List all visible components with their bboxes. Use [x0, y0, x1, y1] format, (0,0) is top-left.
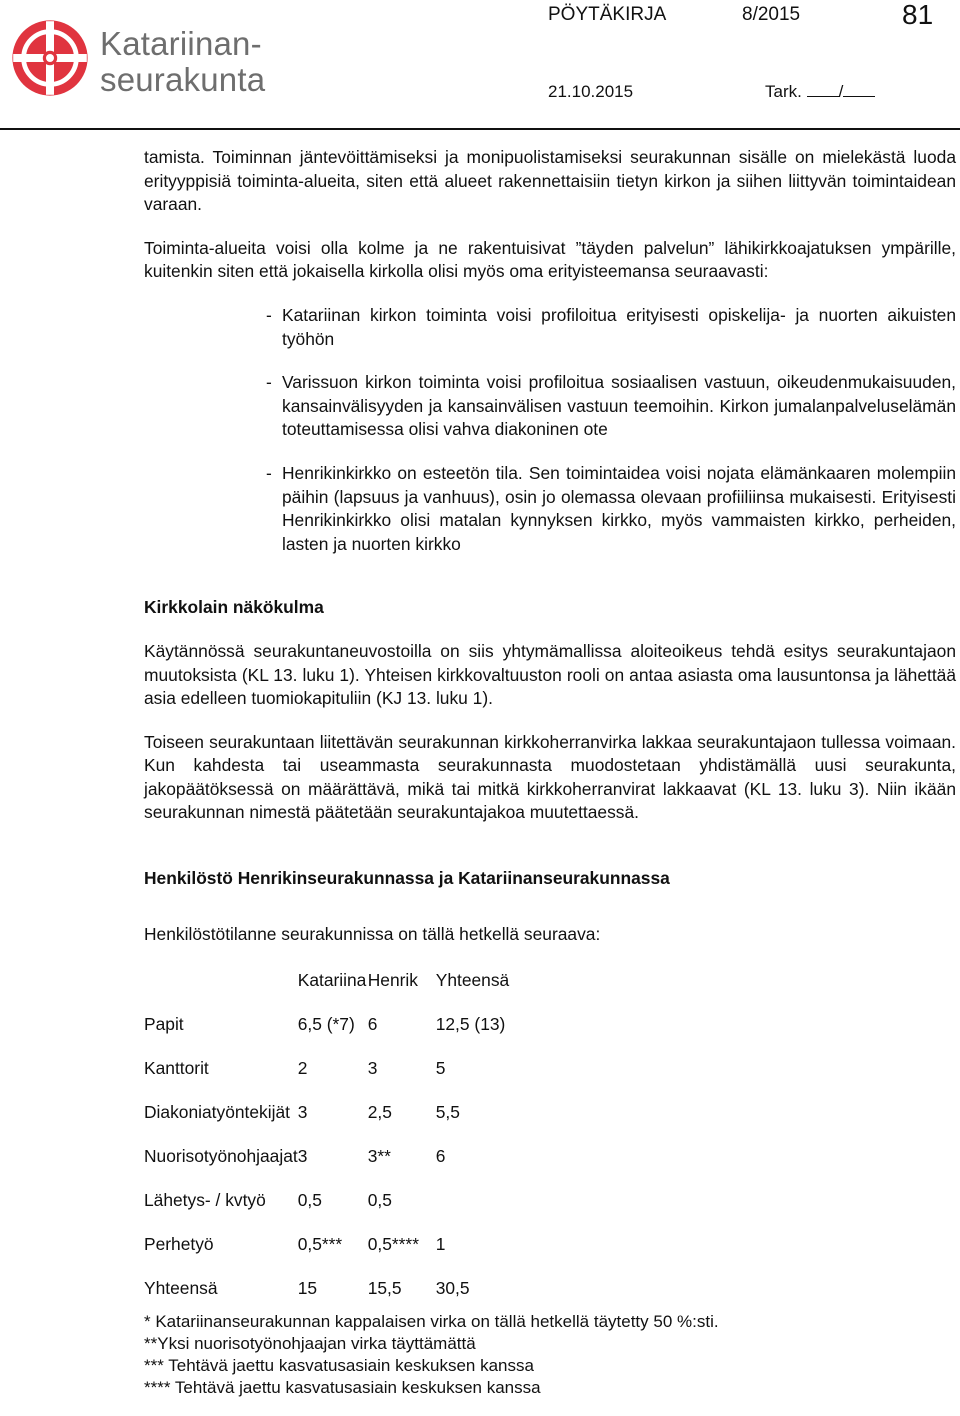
table-row [144, 1145, 509, 1189]
list-item-text: Varissuon kirkon toiminta voisi profiloitua sosiaalisen vastuun, oikeudenmukaisuuden, kansainvälisyyden ja kansainvälisen vastuun teemoihin. Kirkon jumalanpalveluselämän toteuttamisessa olisi vahva diakoninen ote [282, 372, 956, 440]
section-heading-church-law: Kirkkolain näkökulma [144, 597, 324, 618]
list-item: - Katariinan kirkon toiminta voisi profiloitua erityisesti opiskelija- ja nuorten aikuisten työhön [266, 304, 956, 351]
header-divider [0, 128, 960, 130]
paragraph-intro: tamista. Toiminnan jäntevöittämiseksi ja monipuolistamiseksi seurakunnan sisälle on mielekästä luoda erityyppisiä toiminta-alueita, siten että alueet rakennettaisiin tietyn kirkon ja siihen liittyvän toimintaidean varaan. [144, 147, 956, 215]
parish-name-line2: seurakunta [100, 61, 266, 98]
parish-logo-icon [10, 18, 90, 98]
footnote: * Katariinanseurakunnan kappalaisen virka on tällä hetkellä täytetty 50 %:sti. [144, 1312, 719, 1332]
list-item: - Henrikinkirkko on esteetön tila. Sen toimintaidea voisi nojata elämänkaaren molempiin päihin (lapsuus ja vanhuus), osin jo olemassa olevaan profiiliinsa mukaisesti. Erityisesti Henrikinkirkko olisi matalan kynnyksen kirkko, myös vammaisten kirkko, perheiden, lasten ja nuorten kirkko [266, 462, 956, 556]
table-cell: 6 [435, 1146, 446, 1167]
meeting-date: 21.10.2015 [548, 82, 634, 101]
check-separator: / [838, 82, 844, 101]
paragraph-church-law-1: Käytännössä seurakuntaneuvostoilla on siis yhtymämallissa aloiteoikeus tehdä esitys seurakuntajaon muutoksista (KL 13. luku 1). Yhteisen kirkkovaltuuston rooli on antaa asiasta oma lausuntonsa ja lähettää asia edelleen tuomiokapituliin (KJ 13. luku 1). [144, 640, 956, 709]
footnote: **Yksi nuorisotyönohjaajan virka täyttämättä [144, 1334, 476, 1354]
table-cell: 6,5 (*7) [297, 1014, 355, 1035]
table-cell: 0,5 [367, 1190, 392, 1211]
table-cell: 2,5 [367, 1102, 392, 1123]
table-cell: 3** [367, 1146, 391, 1167]
paragraph-staff-intro: Henkilöstötilanne seurakunnissa on tällä hetkellä seuraava: [144, 923, 601, 944]
table-cell: Yhteensä [144, 1278, 218, 1299]
table-cell: 3 [367, 1058, 378, 1079]
check-field [765, 82, 875, 102]
footnote: **** Tehtävä jaettu kasvatusasiain keskuksen kanssa [144, 1378, 541, 1398]
table-cell: 15,5 [367, 1278, 402, 1299]
table-header-cell: Yhteensä [435, 970, 510, 991]
list-item-text: Henrikinkirkko on esteetön tila. Sen toimintaidea voisi nojata elämänkaaren molempiin päihin (lapsuus ja vanhuus), osin jo olemassa olevaan profiiliinsa mukaisesti. Erityisesti Henrikinkirkko olisi matalan kynnyksen kirkko, myös vammaisten kirkko, perheiden, lasten ja nuorten kirkko [282, 462, 956, 554]
table-cell [436, 1189, 510, 1233]
table-cell: Diakoniatyöntekijät [144, 1102, 290, 1123]
table-cell: 0,5*** [297, 1234, 343, 1255]
table-cell: Nuorisotyönohjaajat [144, 1146, 298, 1167]
staff-table [144, 969, 509, 1311]
table-row [144, 1057, 509, 1101]
table-row [144, 1189, 509, 1233]
paragraph-church-law-2: Toiseen seurakuntaan liitettävän seurakunnan kirkkoherranvirka lakkaa seurakuntajaon tullessa voimaan. Kun kahdesta tai useammasta seurakunnasta muodostetaan yhdistämällä uusi seurakunta, jakopäätöksessä on määrättävä, mikä tai mitkä kirkkoherranvirat lakkaavat (KL 13. luku 3). Niin ikään seurakunnan nimestä päätetään seurakuntajakoa muutettaessä. [144, 731, 956, 823]
table-cell: 30,5 [435, 1278, 470, 1299]
parish-name-line1: Katariinan- [100, 25, 262, 62]
table-cell: 5,5 [435, 1102, 460, 1123]
footnote: *** Tehtävä jaettu kasvatusasiain keskuksen kanssa [144, 1356, 534, 1376]
page-number: 81 [902, 0, 934, 30]
table-row [144, 1277, 509, 1311]
table-cell: Kanttorit [144, 1058, 209, 1079]
document-number: 8/2015 [742, 4, 801, 25]
table-row [144, 1233, 509, 1277]
list-item-text: Katariinan kirkon toiminta voisi profiloitua erityisesti opiskelija- ja nuorten aikuisten työhön [282, 304, 956, 349]
table-cell: 0,5**** [367, 1234, 419, 1255]
document-type: PÖYTÄKIRJA [548, 4, 667, 25]
table-cell: 3 [297, 1102, 308, 1123]
check-blank-2 [843, 82, 875, 97]
table-cell: 0,5 [297, 1190, 322, 1211]
list-item: - Varissuon kirkon toiminta voisi profiloitua sosiaalisen vastuun, oikeudenmukaisuuden, kansainvälisyyden ja kansainvälisen vastuun teemoihin. Kirkon jumalanpalveluselämän toteuttamisessa olisi vahva diakoninen ote [266, 371, 956, 442]
table-row [144, 1101, 509, 1145]
page-header [0, 0, 960, 132]
table-cell: 3 [297, 1146, 308, 1167]
table-cell: 1 [435, 1234, 446, 1255]
table-header-cell: Henrik [367, 970, 418, 991]
paragraph-areas: Toiminta-alueita voisi olla kolme ja ne rakentuisivat ”täyden palvelun” lähikirkkoajatuksen ympärille, kuitenkin siten että jokaisella kirkolla olisi myös oma erityisteemansa seuraavasti: [144, 237, 956, 282]
table-cell: 15 [297, 1278, 318, 1299]
section-heading-staff: Henkilöstö Henrikinseurakunnassa ja Katariinanseurakunnassa [144, 868, 670, 889]
document-body [144, 146, 956, 1399]
table-header-cell [144, 969, 298, 1013]
table-cell: Perhetyö [144, 1234, 214, 1255]
check-label: Tark. [765, 82, 802, 101]
table-cell: Papit [144, 1014, 184, 1035]
table-header-cell: Katariina [297, 970, 367, 991]
table-cell: 12,5 (13) [435, 1014, 506, 1035]
table-cell: 5 [435, 1058, 446, 1079]
check-blank-1 [807, 82, 839, 97]
table-cell: Lähetys- / kvtyö [144, 1190, 266, 1211]
table-cell: 6 [367, 1014, 378, 1035]
parish-name [100, 26, 265, 98]
table-header-row [144, 969, 509, 1013]
table-cell: 2 [297, 1058, 308, 1079]
table-row [144, 1013, 509, 1057]
